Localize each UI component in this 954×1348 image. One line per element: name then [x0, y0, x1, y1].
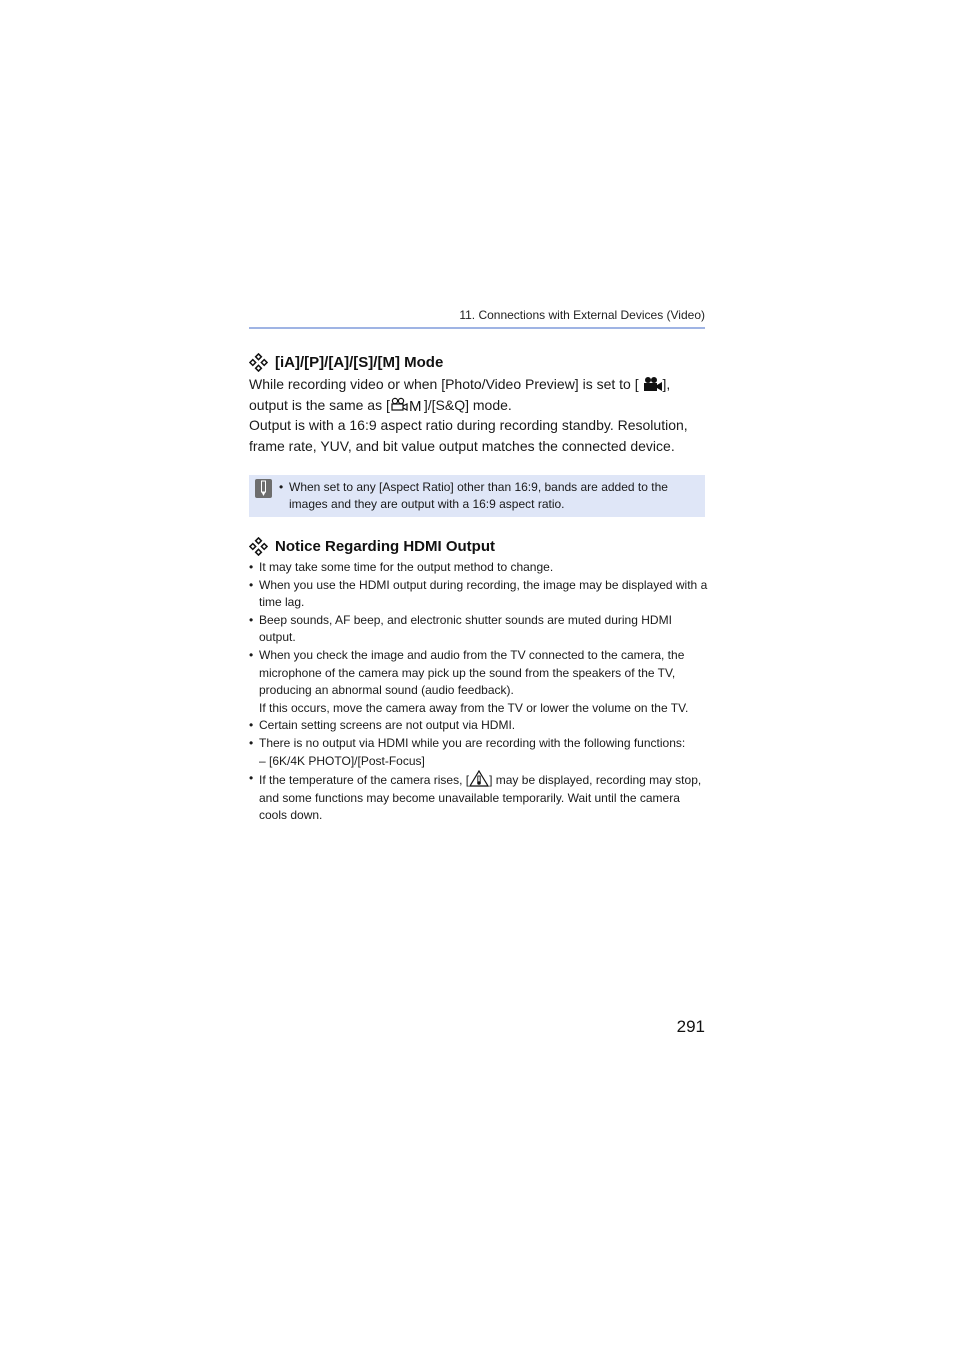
list-item-text: ] may be displayed, recording may stop, and some functions may become unavailable temporarily. Wait until the camera cools down.	[259, 773, 702, 823]
section-heading-hdmi	[249, 537, 495, 556]
list-item-subtext: – [6K/4K PHOTO]/[Post-Focus]	[259, 753, 425, 768]
chapter-header: 11. Connections with External Devices (Video)	[459, 308, 705, 322]
bullet: •	[249, 718, 254, 733]
list-item	[249, 577, 711, 612]
mode-paragraph-part-a: While recording video or when [Photo/Video Preview] is set to [	[249, 376, 639, 392]
list-item-text: When you check the image and audio from the TV connected to the camera, the microphone of the camera may pick up the sound from the speakers of the TV, producing an abnormal sound (audio feedback).	[259, 647, 685, 698]
list-item-text: It may take some time for the output method to change.	[259, 560, 554, 574]
bullet: •	[249, 577, 254, 592]
bullet: •	[249, 560, 254, 574]
temperature-warning-icon	[469, 770, 489, 787]
list-item	[249, 717, 711, 735]
list-item	[249, 559, 711, 577]
creative-video-mode-icon	[390, 396, 424, 413]
note-pencil-icon	[255, 479, 272, 498]
note-text	[279, 479, 689, 513]
list-item-text: If the temperature of the camera rises, [	[259, 773, 470, 788]
bullet: •	[249, 771, 254, 786]
list-item-subtext: If this occurs, move the camera away from the TV or lower the volume on the TV.	[259, 700, 689, 715]
svg-text:M: M	[408, 397, 422, 413]
section-heading-text: Notice Regarding HDMI Output	[275, 538, 495, 555]
page-number: 291	[676, 1017, 705, 1036]
output-paragraph: Output is with a 16:9 aspect ratio during recording standby. Resolution, frame rate, YUV, and bit value output matches the connected device.	[249, 417, 688, 454]
note-body: When set to any [Aspect Ratio] other than 16:9, bands are added to the images and they are output with a 16:9 aspect ratio.	[289, 480, 668, 511]
list-item	[249, 612, 711, 647]
mode-paragraph-part-b: ], output is the same as [	[249, 376, 671, 413]
list-item-text: Beep sounds, AF beep, and electronic shutter sounds are muted during HDMI output.	[259, 612, 672, 645]
list-item	[249, 770, 711, 825]
note-box	[249, 475, 705, 517]
mode-paragraph-part-c: ]/[S&Q] mode.	[423, 396, 512, 413]
list-item-text: Certain setting screens are not output via HDMI.	[259, 718, 516, 733]
list-item-text: When you use the HDMI output during recording, the image may be displayed with a time lag.	[259, 577, 708, 610]
bullet: •	[249, 647, 254, 662]
list-item	[249, 647, 711, 717]
hdmi-notice-list	[249, 559, 711, 825]
note-bullet: •	[279, 480, 284, 494]
bullet: •	[249, 612, 254, 627]
movie-camera-icon	[643, 376, 663, 392]
list-item-text: There is no output via HDMI while you are recording with the following functions:	[259, 735, 686, 750]
bullet: •	[249, 735, 254, 750]
section-heading-text: [iA]/[P]/[A]/[S]/[M] Mode	[275, 354, 444, 371]
list-item	[249, 735, 711, 770]
four-diamond-icon	[249, 353, 268, 372]
section-heading-mode	[249, 353, 443, 372]
mode-paragraph	[249, 374, 709, 415]
four-diamond-icon	[249, 537, 268, 556]
header-divider	[249, 327, 705, 329]
